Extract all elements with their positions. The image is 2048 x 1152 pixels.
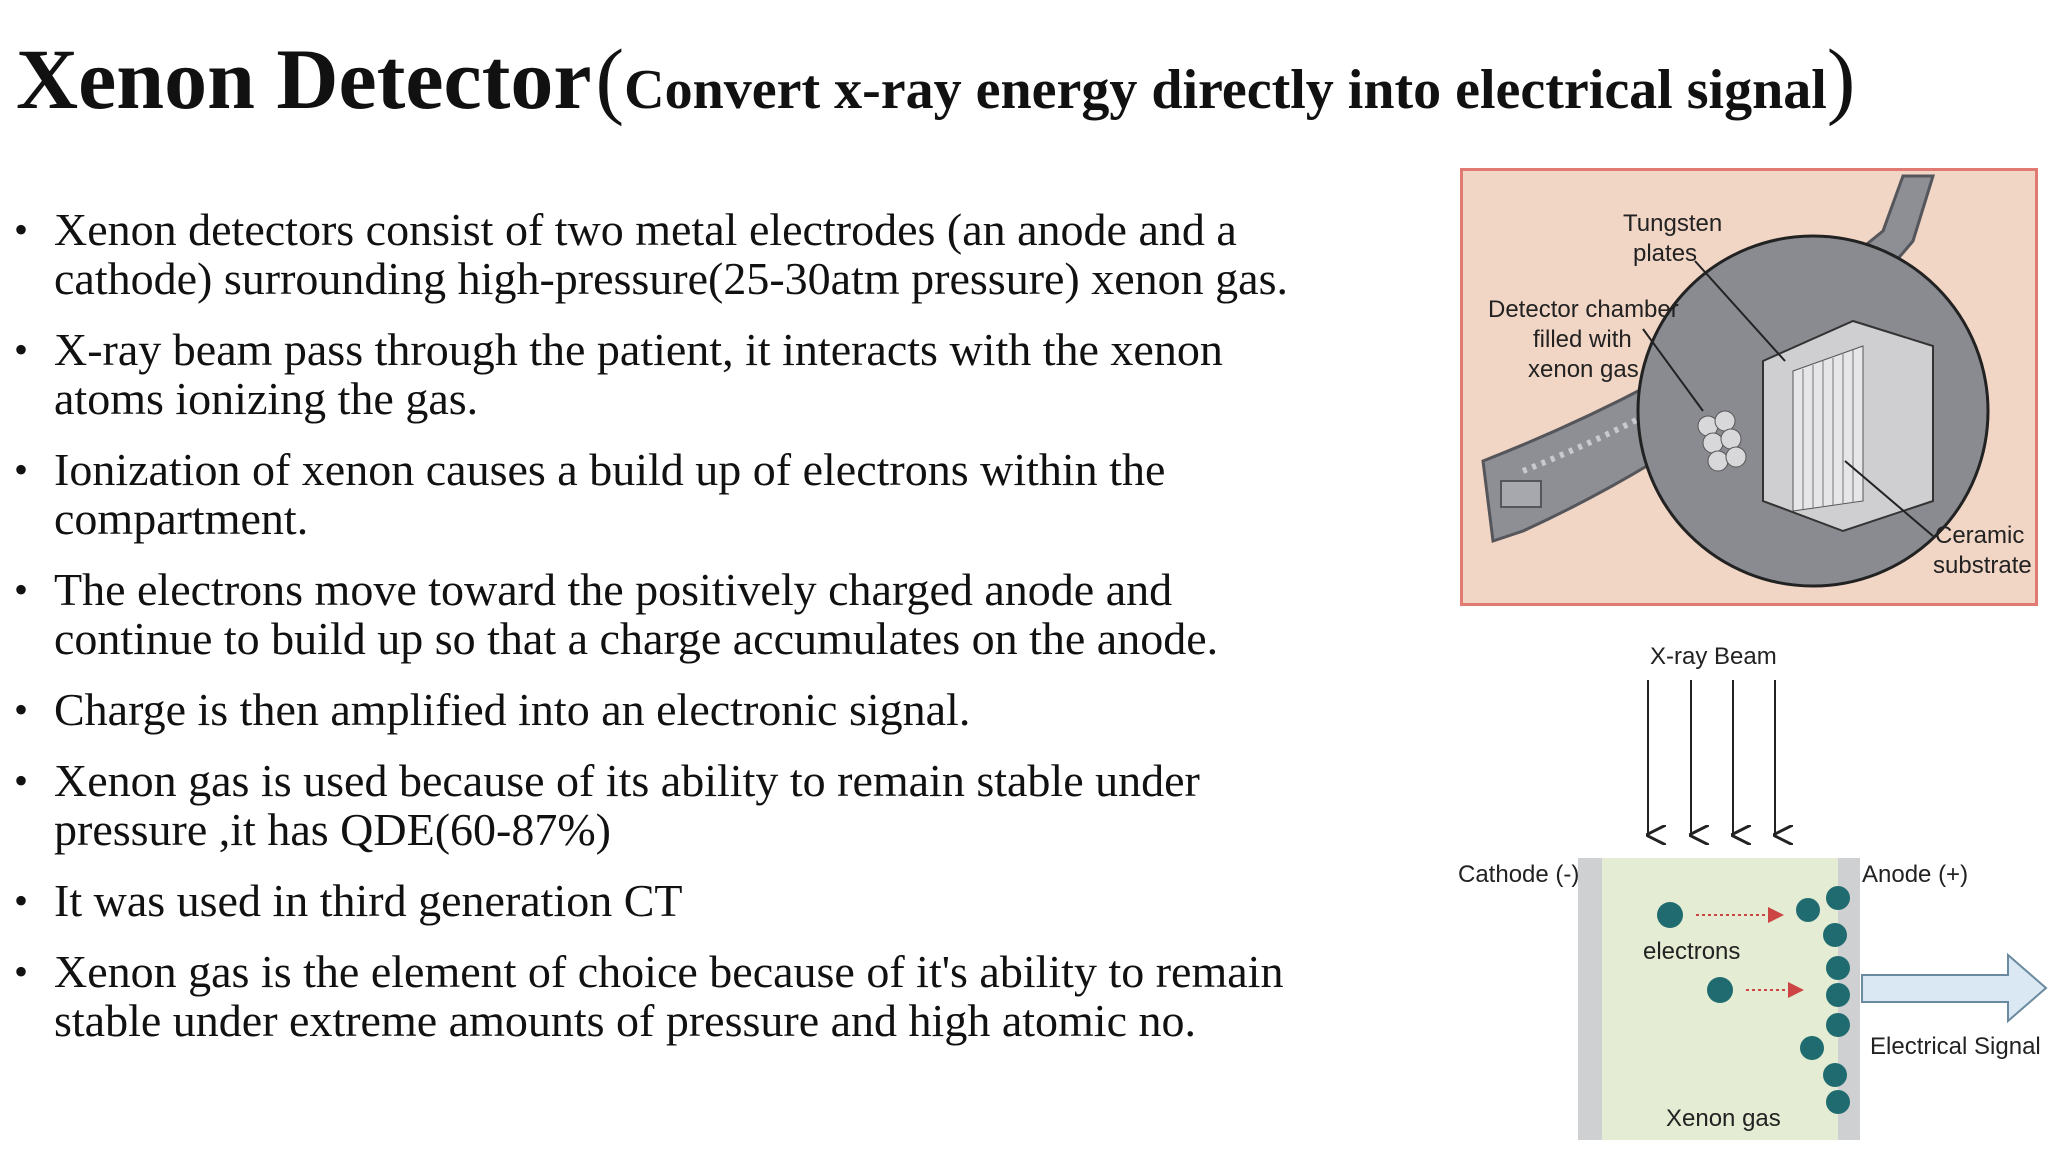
xenon-schematic xyxy=(1450,630,2048,1140)
detector-illustration xyxy=(1460,168,2038,606)
detector-illustration-svg xyxy=(1463,171,2035,603)
bullet-line-2: cathode) surrounding high-pressure(25-30atm pressure) xenon gas. xyxy=(54,253,1288,304)
label-electrons: electrons xyxy=(1643,938,1741,965)
xenon-schematic-svg xyxy=(1450,630,2048,1140)
bullet-dot: • xyxy=(14,687,29,732)
bullet-list xyxy=(14,205,1444,1067)
label-cathode: Cathode (-) xyxy=(1458,861,1580,888)
signal-arrow-icon xyxy=(1862,955,2046,1021)
label-chamber-3: xenon gas xyxy=(1528,356,1639,383)
bullet-item xyxy=(14,876,1444,925)
bullet-line-1: The electrons move toward the positively charged anode and xyxy=(54,564,1173,615)
label-xray-beam: X-ray Beam xyxy=(1650,643,1777,670)
label-tungsten-1: Tungsten xyxy=(1623,210,1723,237)
title-main: Xenon Detector xyxy=(16,31,592,127)
label-ceramic-2: substrate xyxy=(1933,552,2032,579)
bullet-line-2: pressure ,it has QDE(60-87%) xyxy=(54,804,611,855)
bullet-item xyxy=(14,756,1444,854)
bullet-item xyxy=(14,685,1444,734)
bullet-dot: • xyxy=(14,878,29,923)
cathode-plate xyxy=(1578,858,1602,1140)
bullet-line-1: Xenon gas is the element of choice because of it's ability to remain xyxy=(54,946,1284,997)
bullet-item xyxy=(14,325,1444,423)
bullet-dot: • xyxy=(14,447,29,492)
label-ceramic-1: Ceramic xyxy=(1935,522,2025,549)
title-close-paren: ) xyxy=(1826,31,1856,127)
bullet-item xyxy=(14,205,1444,303)
xray-beam-arrows xyxy=(1648,680,1775,835)
bullet-line-2: compartment. xyxy=(54,493,309,544)
bullet-item xyxy=(14,445,1444,543)
bullet-line-1: Xenon gas is used because of its ability to remain stable under xyxy=(54,755,1200,806)
bullet-item xyxy=(14,565,1444,663)
label-tungsten-2: plates xyxy=(1633,240,1698,267)
label-electrical-signal: Electrical Signal xyxy=(1870,1033,2041,1060)
label-xenon-gas: Xenon gas xyxy=(1666,1105,1781,1132)
bullet-line-2: continue to build up so that a charge accumulates on the anode. xyxy=(54,613,1219,664)
bolt-icon xyxy=(1501,481,1541,507)
bullet-dot: • xyxy=(14,207,29,252)
label-anode: Anode (+) xyxy=(1862,861,1969,888)
title-subtitle: Convert x-ray energy directly into electrical signal xyxy=(624,59,1827,121)
label-chamber-2: filled with xyxy=(1533,326,1632,353)
bullet-line-1: It was used in third generation CT xyxy=(54,875,683,926)
bullet-dot: • xyxy=(14,567,29,612)
bullet-line-1: Xenon detectors consist of two metal electrodes (an anode and a xyxy=(54,204,1237,255)
title-open-paren: ( xyxy=(595,31,625,127)
bullet-dot: • xyxy=(14,327,29,372)
bullet-dot: • xyxy=(14,758,29,803)
bullet-dot: • xyxy=(14,949,29,994)
bullet-line-1: X-ray beam pass through the patient, it interacts with the xenon xyxy=(54,324,1223,375)
bullet-item xyxy=(14,947,1444,1045)
bullet-line-1: Ionization of xenon causes a build up of electrons within the xyxy=(54,444,1166,495)
label-chamber-1: Detector chamber xyxy=(1488,296,1679,323)
bullet-line-1: Charge is then amplified into an electronic signal. xyxy=(54,684,971,735)
bullet-line-2: atoms ionizing the gas. xyxy=(54,373,479,424)
bullet-line-2: stable under extreme amounts of pressure and high atomic no. xyxy=(54,995,1197,1046)
slide-title xyxy=(16,31,2006,127)
